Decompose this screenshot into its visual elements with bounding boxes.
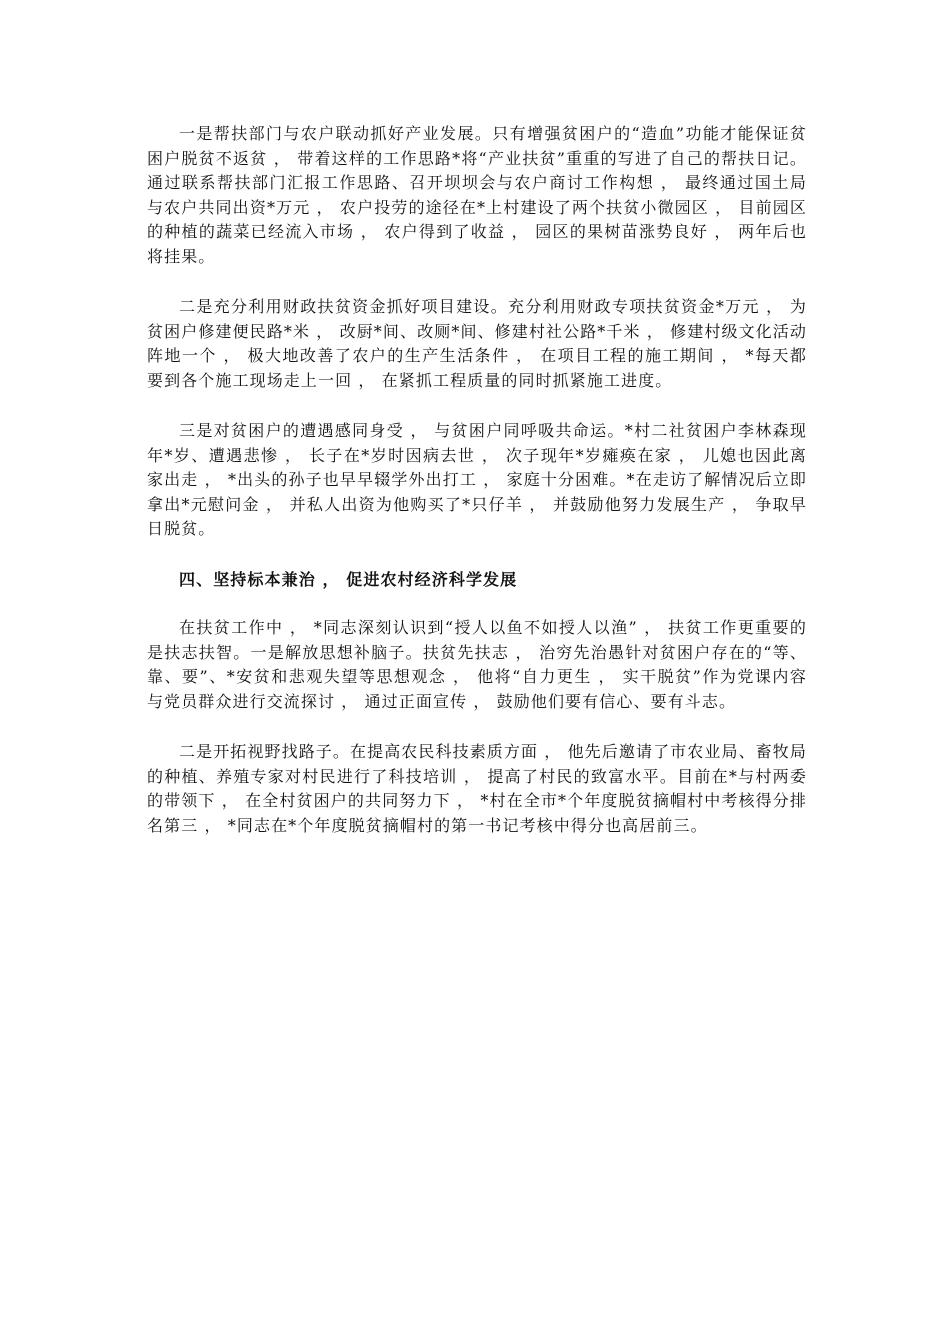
paragraph-empathy-poor-households: 三是对贫困户的遭遇感同身受 ， 与贫困户同呼吸共命运。*村二社贫困户李林森现年*岁、遭遇悲惨 ， 长子在*岁时因病去世 ， 次子现年*岁瘫痪在家 ， 儿媳也因此离家出走 ， *出头的孙子也早早辍学外出打工 ， 家庭十分困难。*在走访了解情况后立即拿出*元慰问金 ， 并私人出资为他购买了*只仔羊 ， 并鼓励他努力发展生产 ， 争取早日脱贫。 <box>147 421 807 538</box>
section-heading: 四、坚持标本兼治 ， 促进农村经济科学发展 <box>179 569 518 589</box>
paragraph-industry-development: 一是帮扶部门与农户联动抓好产业发展。只有增强贫困户的“造血”功能才能保证贫困户脱贫不返贫 ， 带着这样的工作思路*将“产业扶贫”重重的写进了自己的帮扶日记。通过联系帮扶部门汇报工作思路、召开坝坝会与农户商讨工作构想 ， 最终通过国土局与农户共同出资*万元 ， 农户投劳的途径在*上村建设了两个扶贫小微园区 ， 目前园区的种植的蔬菜已经流入市场 ， 农户得到了收益 ， 园区的果树苗涨势良好 ， 两年后也将挂果。 <box>147 124 807 266</box>
paragraph-broaden-horizons: 二是开拓视野找路子。在提高农民科技素质方面 ， 他先后邀请了市农业局、畜牧局的种植、养殖专家对村民进行了科技培训 ， 提高了村民的致富水平。目前在*与村两委的带领下 ， 在全村贫困户的共同努力下 ， *村在全市*个年度脱贫摘帽村中考核得分排名第三 ， *同志在*个年度脱贫摘帽村的第一书记考核中得分也高居前三。 <box>147 742 807 835</box>
document-body <box>147 122 807 864</box>
paragraph-ideology: 在扶贫工作中 ， *同志深刻认识到“授人以鱼不如授人以渔” ， 扶贫工作更重要的是扶志扶智。一是解放思想补脑子。扶贫先扶志 ， 治穷先治愚针对贫困户存在的“等、靠、要”、*安贫和悲观失望等思想观念 ， 他将“自力更生 ， 实干脱贫”作为党课内容与党员群众进行交流探讨 ， 通过正面宣传 ， 鼓励他们要有信心、要有斗志。 <box>147 618 807 711</box>
paragraph-project-construction: 二是充分利用财政扶贫资金抓好项目建设。充分利用财政专项扶贫资金*万元 ， 为贫困户修建便民路*米 ， 改厨*间、改厕*间、修建村社公路*千米 ， 修建村级文化活动阵地一个 ， 极大地改善了农户的生产生活条件 ， 在项目工程的施工期间 ， *每天都要到各个施工现场走上一回 ， 在紧抓工程质量的同时抓紧施工进度。 <box>147 297 807 390</box>
